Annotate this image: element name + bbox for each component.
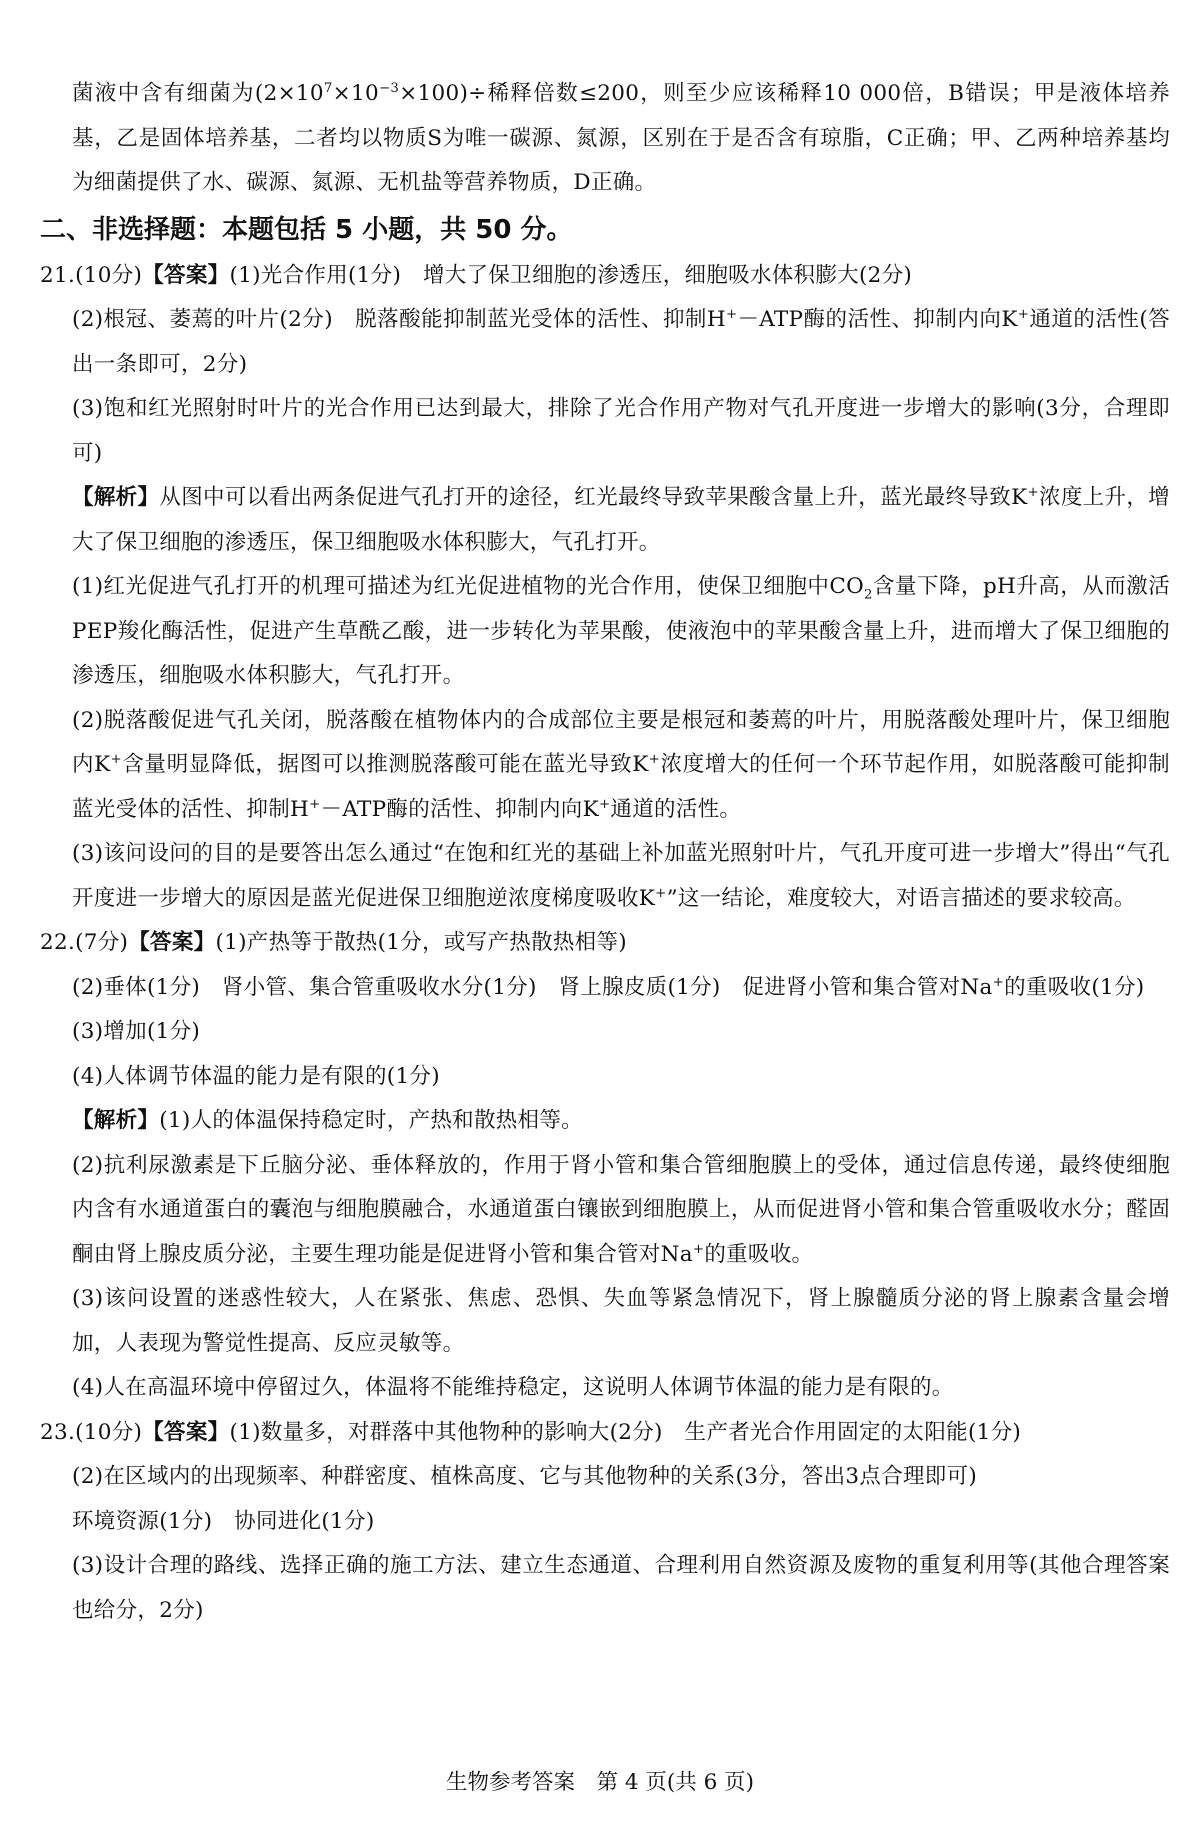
explanation-tag: 【解析】 bbox=[72, 1108, 160, 1133]
previous-question-tail: 菌液中含有细菌为$(2\times 10^7\times 10^{-3}\times 100)\div$稀释倍数≤200，则至少应该稀释10 000倍，B错误；甲是液体培养基，乙是固体培养基，二者均以物质S为唯一碳源、氮源，区别在于是否含有琼脂，C正确；甲、乙两种培养基均为细菌提供了水、碳源、氮源、无机盐等营养物质，D正确。 bbox=[72, 80, 1170, 195]
answer-tag: 【答案】 bbox=[142, 1419, 230, 1445]
q23-answer-2b: 环境资源(1分) 协同进化(1分) bbox=[72, 1508, 375, 1534]
q22-answer-4: (4)人体调节体温的能力是有限的(1分) bbox=[72, 1063, 440, 1089]
q23-answer-3: (3)设计合理的路线、选择正确的施工方法、建立生态通道、合理利用自然资源及废物的重复利用等(其他合理答案也给分，2分) bbox=[72, 1553, 1170, 1623]
answer-tag: 【答案】 bbox=[128, 930, 216, 955]
answer-tag: 【答案】 bbox=[142, 262, 230, 288]
q22-explanation-1: 【解析】(1)人的体温保持稳定时，产热和散热相等。 bbox=[72, 1108, 583, 1133]
q22-answer-3: (3)增加(1分) bbox=[72, 1019, 201, 1044]
q21-explanation-2: (2)脱落酸促进气孔关闭，脱落酸在植物体内的合成部位主要是根冠和萎蔫的叶片，用脱落酸处理叶片，保卫细胞内K+含量明显降低，据图可以推测脱落酸可能在蓝光导致K+浓度增大的任何一个环节起作用，如脱落酸可能抑制蓝光受体的活性、抑制H+－ATP酶的活性、抑制内向K+通道的活性。 bbox=[72, 707, 1170, 822]
q21-answer-2: (2)根冠、萎蔫的叶片(2分) 脱落酸能抑制蓝光受体的活性、抑制H+－ATP酶的活性、抑制内向K+通道的活性(答出一条即可，2分) bbox=[72, 306, 1171, 377]
q22-answer-2: (2)垂体(1分) 肾小管、集合管重吸收水分(1分) 肾上腺皮质(1分) 促进肾小管和集合管对Na+的重吸收(1分) bbox=[72, 974, 1145, 1000]
q22-explanation-4: (4)人在高温环境中停留过久，体温将不能维持稳定，这说明人体调节体温的能力是有限的。 bbox=[72, 1375, 954, 1400]
answer-content bbox=[40, 72, 1170, 1633]
q23-answer-2: (2)在区域内的出现频率、种群密度、植株高度、它与其他物种的关系(3分，答出3点合理即可) bbox=[72, 1464, 978, 1489]
q23-number: 23.(10分) bbox=[40, 1419, 143, 1445]
q21-answer-3: (3)饱和红光照射时叶片的光合作用已达到最大，排除了光合作用产物对气孔开度进一步增大的影响(3分，合理即可) bbox=[72, 396, 1170, 466]
q23-answer-1: 23.(10分)【答案】(1)数量多，对群落中其他物种的影响大(2分) 生产者光合作用固定的太阳能(1分) bbox=[40, 1419, 1022, 1445]
q21-number: 21.(10分) bbox=[40, 262, 143, 288]
q22-explanation-2: (2)抗利尿激素是下丘脑分泌、垂体释放的，作用于肾小管和集合管细胞膜上的受体，通过信息传递，最终使细胞内含有水通道蛋白的囊泡与细胞膜融合，水通道蛋白镶嵌到细胞膜上，从而促进肾小管和集合管重吸收水分；醛固酮由肾上腺皮质分泌，主要生理功能是促进肾小管和集合管对Na+的重吸收。 bbox=[72, 1152, 1170, 1267]
explanation-tag: 【解析】 bbox=[72, 485, 160, 510]
page-footer: 生物参考答案 第 4 页(共 6 页) bbox=[446, 1770, 754, 1795]
section-heading: 二、非选择题：本题包括 5 小题，共 50 分。 bbox=[40, 214, 573, 245]
q21-explanation-3: (3)该问设问的目的是要答出怎么通过“在饱和红光的基础上补加蓝光照射叶片，气孔开度可进一步增大”得出“气孔开度进一步增大的原因是蓝光促进保卫细胞逆浓度梯度吸收K+”这一结论，难度较大，对语言描述的要求较高。 bbox=[72, 841, 1170, 911]
q22-explanation-3: (3)该问设置的迷惑性较大，人在紧张、焦虑、恐惧、失血等紧急情况下，肾上腺髓质分泌的肾上腺素含量会增加，人表现为警觉性提高、反应灵敏等。 bbox=[72, 1286, 1170, 1356]
q21-explanation-1: (1)红光促进气孔打开的机理可描述为红光促进植物的光合作用，使保卫细胞中$CO_2$含量下降，pH升高，从而激活PEP羧化酶活性，促进产生草酰乙酸，进一步转化为苹果酸，使液泡中的苹果酸含量上升，进而增大了保卫细胞的渗透压，细胞吸水体积膨大，气孔打开。 bbox=[72, 574, 1171, 688]
q22-answer-1: 22.(7分)【答案】(1)产热等于散热(1分，或写产热散热相等) bbox=[40, 930, 627, 955]
q21-explanation-intro: 【解析】从图中可以看出两条促进气孔打开的途径，红光最终导致苹果酸含量上升，蓝光最终导致K+浓度上升，增大了保卫细胞的渗透压，保卫细胞吸水体积膨大，气孔打开。 bbox=[72, 484, 1170, 555]
q21-answer-1: 21.(10分)【答案】(1)光合作用(1分) 增大了保卫细胞的渗透压，细胞吸水体积膨大(2分) bbox=[40, 262, 913, 288]
q22-number: 22.(7分) bbox=[40, 930, 129, 955]
